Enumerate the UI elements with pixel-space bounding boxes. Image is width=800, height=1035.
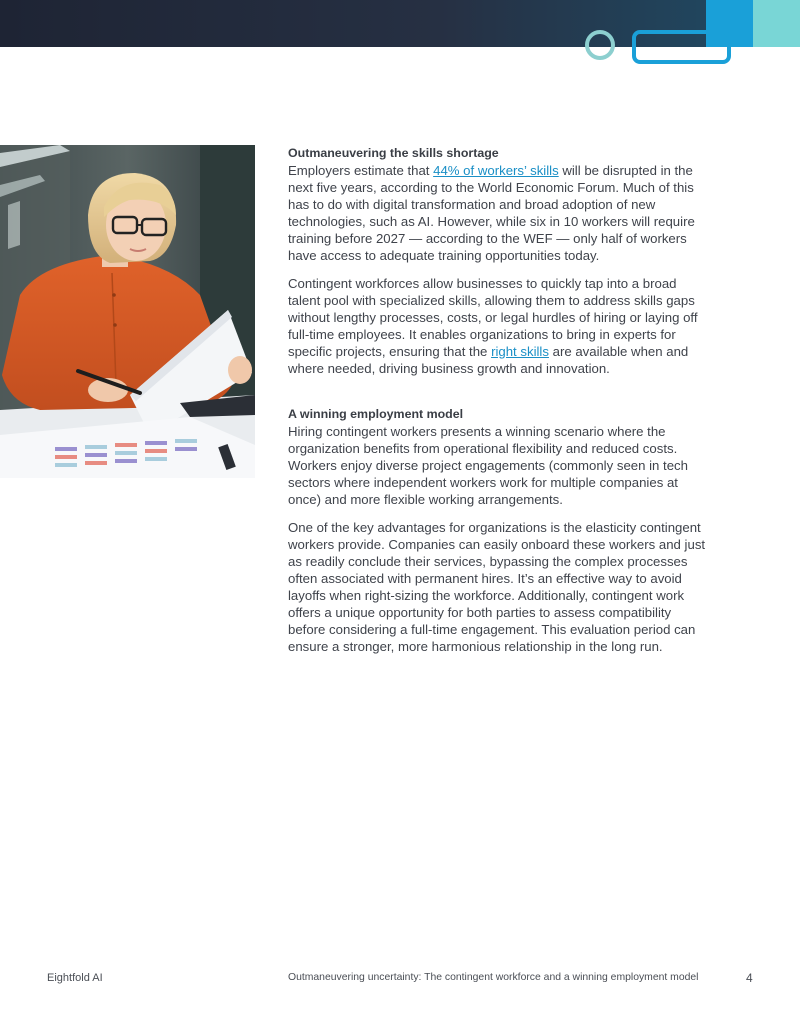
link-workers-skills[interactable]: 44% of workers’ skills: [433, 163, 559, 178]
footer-brand: Eightfold AI: [47, 972, 103, 984]
link-right-skills[interactable]: right skills: [491, 344, 549, 359]
main-article: [288, 145, 708, 666]
woman-reviewing-document-photo: [0, 145, 255, 478]
decorative-ring-icon: [585, 30, 615, 60]
paragraph-contingent-talent-pool: [288, 275, 708, 377]
paragraph-winning-scenario: Hiring contingent workers presents a winning scenario where the organization benefits from operational flexibility and reduced costs. Workers enjoy diverse project engagements (commonly seen in tech sectors where independent workers work for multiple companies at once) and more flexible working arrangements.: [288, 424, 688, 507]
footer-document-title: Outmaneuvering uncertainty: The contingent workforce and a winning employment model: [288, 972, 699, 983]
decorative-pill-icon: [632, 30, 731, 64]
paragraph-skills-disruption: [288, 162, 708, 264]
paragraph-elasticity: One of the key advantages for organizations is the elasticity contingent workers provide. Companies can easily onboard these workers and just as readily conclude their services, bypassing the complex processes often associated with permanent hires. It’s an effective way to avoid layoffs when right-sizing the workforce. Additionally, contingent work offers a unique opportunity for both parties to assess compatibility before considering a full-time engagement. This evaluation period can ensure a stronger, more harmonious relationship in the long run.: [288, 520, 706, 654]
page-number: 4: [746, 971, 753, 985]
section-heading-winning-model: A winning employment model: [288, 407, 464, 421]
section-heading-skills-shortage: Outmaneuvering the skills shortage: [288, 146, 499, 160]
paragraph-text: are available when and where needed, driving business growth and innovation.: [288, 344, 689, 376]
header-accent-teal-block: [753, 0, 800, 47]
paragraph-text: Employers estimate that: [288, 163, 434, 178]
section-spacer: [288, 388, 708, 406]
paragraph-text: Contingent workforces allow businesses to quickly tap into a broad talent pool with specialized skills, allowing them to address skills gaps without lengthy processes, costs, or legal hurdles of hiring or laying off full-time employees. It enables organizations to bring in experts for specific projects, ensuring that the: [288, 276, 698, 359]
paragraph-text: will be disrupted in the next five years, according to the World Economic Forum. Much of this has to do with digital transformation and broad adoption of new technologies, such as AI. However, while six in 10 workers will require training before 2027 — according to the WEF — only half of workers have access to adequate training opportunities today.: [288, 163, 695, 263]
